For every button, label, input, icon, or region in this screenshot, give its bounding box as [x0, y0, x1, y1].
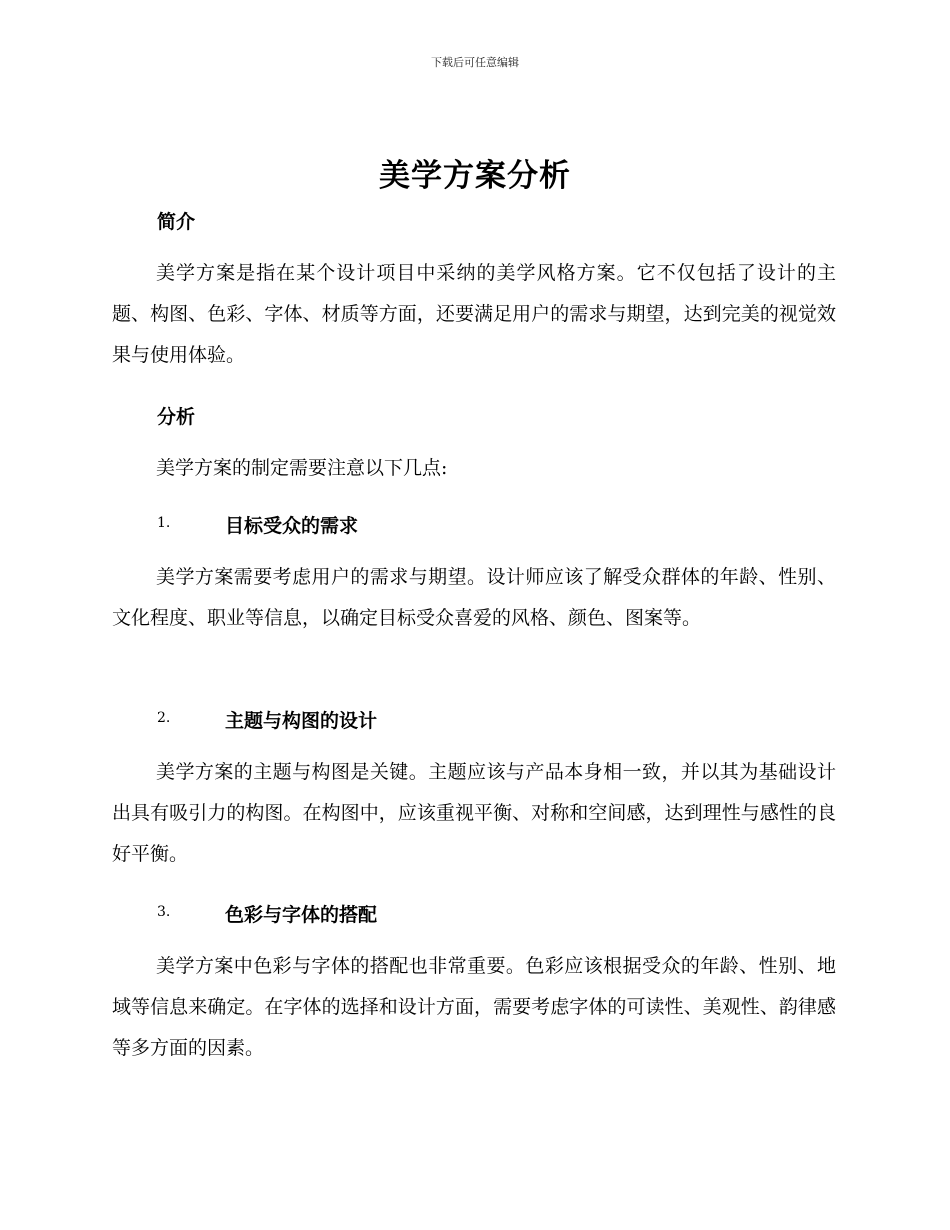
header-note: 下载后可任意编辑: [431, 56, 519, 69]
intro-heading: 简介: [157, 211, 196, 233]
list-item-paragraph: 美学方案中色彩与字体的搭配也非常重要。色彩应该根据受众的年龄、性别、地域等信息来确定。在字体的选择和设计方面，需要考虑字体的可读性、美观性、韵律感等多方面的因素。: [112, 955, 836, 1059]
analysis-lead: 美学方案的制定需要注意以下几点:: [156, 457, 448, 479]
list-item-title: 主题与构图的设计: [225, 710, 378, 732]
analysis-heading: 分析: [157, 406, 196, 428]
list-item-title: 目标受众的需求: [225, 515, 359, 537]
list-item-number: 3.: [157, 904, 171, 920]
intro-paragraph: 美学方案是指在某个设计项目中采纳的美学风格方案。它不仅包括了设计的主题、构图、色彩、字体、材质等方面，还要满足用户的需求与期望，达到完美的视觉效果与使用体验。: [112, 262, 836, 366]
list-item-paragraph: 美学方案需要考虑用户的需求与期望。设计师应该了解受众群体的年龄、性别、文化程度、职业等信息，以确定目标受众喜爱的风格、颜色、图案等。: [112, 566, 836, 629]
list-item-title: 色彩与字体的搭配: [225, 904, 378, 926]
list-item-paragraph: 美学方案的主题与构图是关键。主题应该与产品本身相一致，并以其为基础设计出具有吸引力的构图。在构图中，应该重视平衡、对称和空间感，达到理性与感性的良好平衡。: [112, 761, 836, 865]
list-item-number: 2.: [157, 710, 171, 726]
list-item-number: 1.: [157, 515, 171, 531]
document-title: 美学方案分析: [379, 158, 571, 194]
